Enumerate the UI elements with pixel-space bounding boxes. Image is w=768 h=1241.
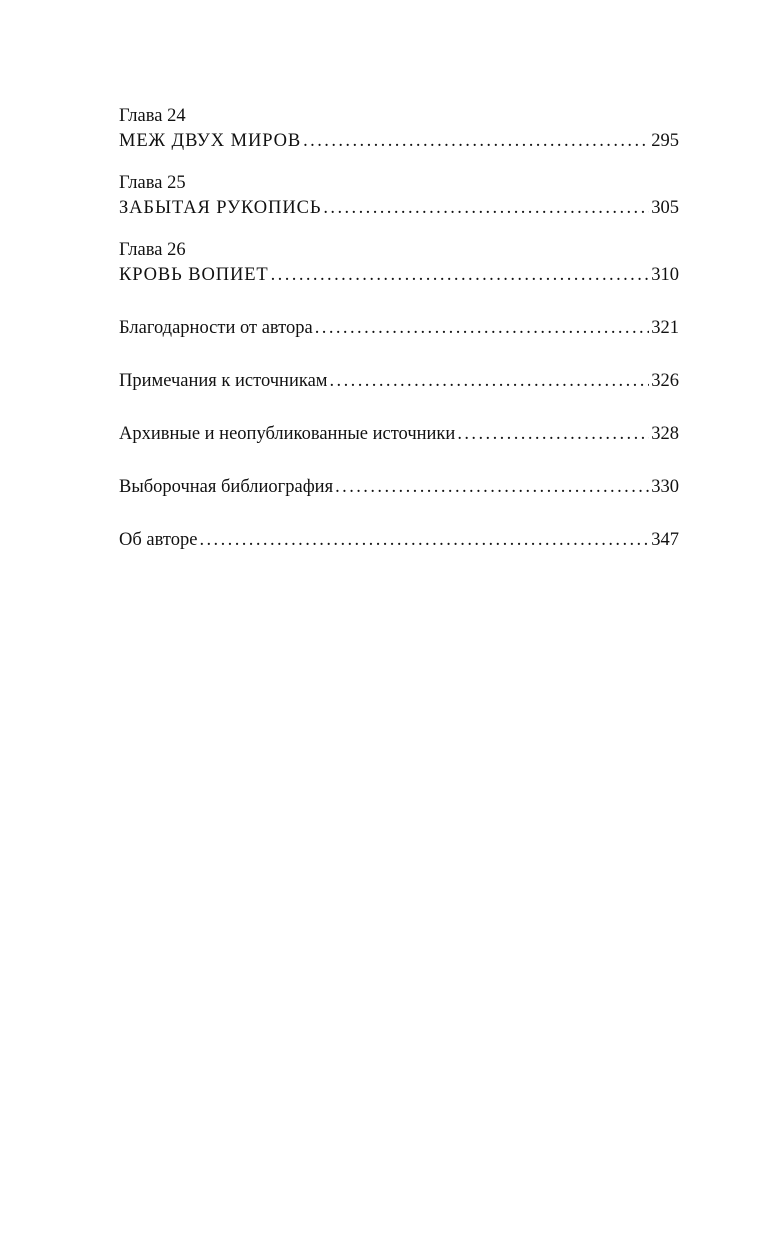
toc-matter-entry — [119, 475, 679, 500]
chapter-title: ЗАБЫТАЯ РУКОПИСЬ — [119, 198, 322, 218]
page-number: 310 — [651, 265, 679, 285]
section-title: Примечания к источникам — [119, 371, 328, 391]
dot-leader — [197, 528, 649, 553]
chapter-label: Глава 25 — [119, 173, 186, 193]
page-number: 330 — [651, 477, 679, 497]
toc-line — [119, 528, 679, 553]
dot-leader — [321, 196, 649, 221]
toc-chapter-entry — [119, 171, 679, 221]
toc-line — [119, 422, 679, 447]
page-number: 321 — [651, 318, 679, 338]
toc-matter-entry — [119, 528, 679, 553]
page-number: 347 — [651, 530, 679, 550]
toc-matter-entry — [119, 369, 679, 394]
toc-line — [119, 316, 679, 341]
section-title: Об авторе — [119, 530, 198, 550]
toc-line — [119, 369, 679, 394]
chapter-title: МЕЖ ДВУХ МИРОВ — [119, 131, 302, 151]
toc-line — [119, 263, 679, 288]
page-number: 326 — [651, 371, 679, 391]
section-title: Архивные и неопубликованные источники — [119, 424, 456, 444]
chapter-label: Глава 26 — [119, 240, 186, 260]
dot-leader — [328, 369, 650, 394]
page-number: 305 — [651, 198, 679, 218]
toc-chapter-entry — [119, 104, 679, 154]
toc-line — [119, 475, 679, 500]
toc-line — [119, 129, 679, 154]
dot-leader — [269, 263, 650, 288]
chapter-title: КРОВЬ ВОПИЕТ — [119, 265, 269, 285]
dot-leader — [313, 316, 650, 341]
section-title: Благодарности от автора — [119, 318, 313, 338]
toc-line — [119, 196, 679, 221]
page-number: 295 — [651, 131, 679, 151]
chapter-label: Глава 24 — [119, 106, 186, 126]
toc-matter-entry — [119, 422, 679, 447]
dot-leader — [333, 475, 649, 500]
toc-chapter-entry — [119, 238, 679, 288]
dot-leader — [301, 129, 649, 154]
table-of-contents — [119, 104, 679, 553]
toc-matter-entry — [119, 316, 679, 341]
page-number: 328 — [651, 424, 679, 444]
dot-leader — [455, 422, 649, 447]
section-title: Выборочная библиография — [119, 477, 334, 497]
